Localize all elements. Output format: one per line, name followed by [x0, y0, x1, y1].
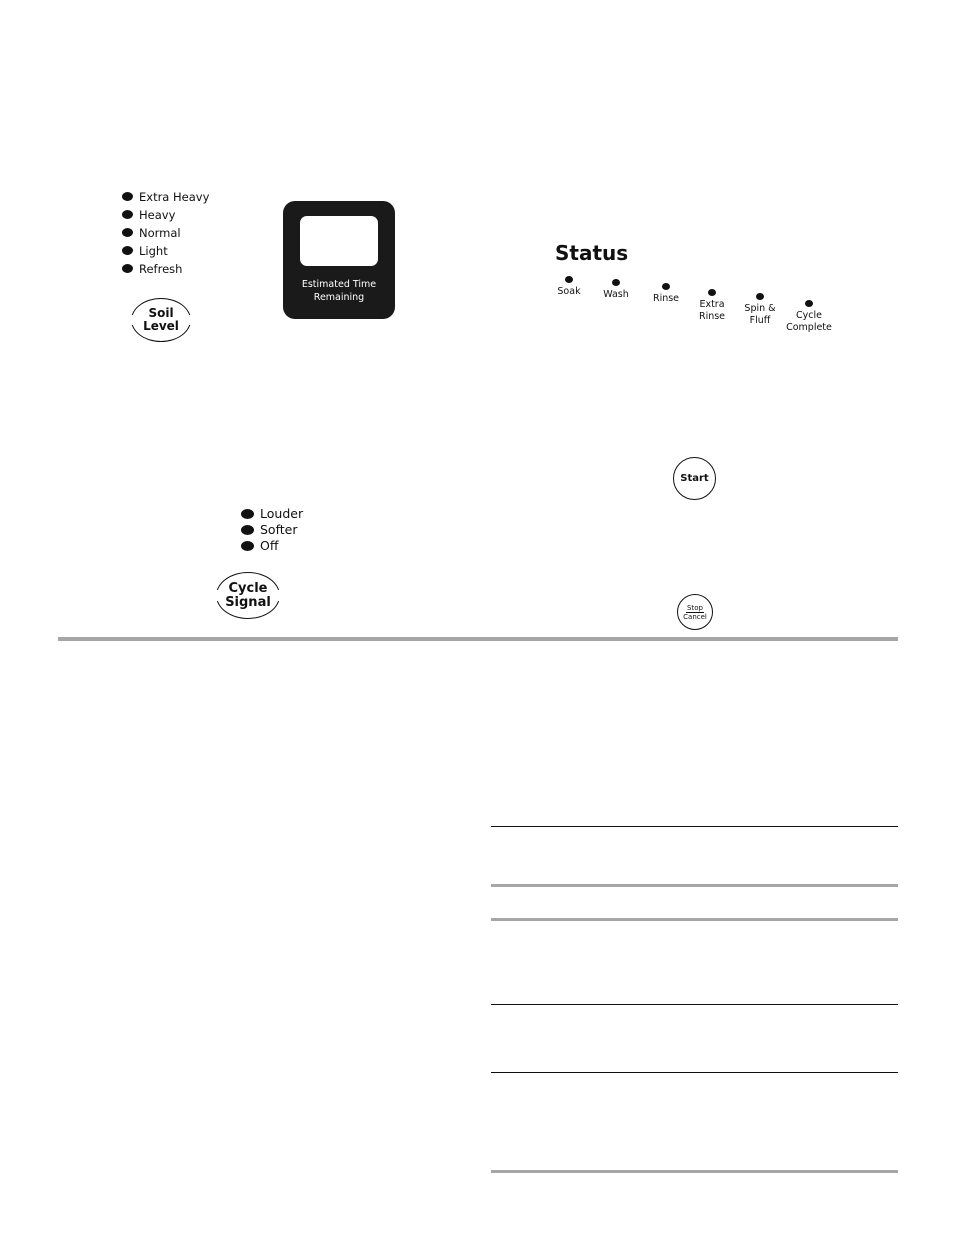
soil-level-label-line2: Level: [143, 319, 179, 333]
cancel-label: Cancel: [683, 612, 707, 621]
table-rule: [491, 918, 898, 921]
status-title: Status: [555, 241, 629, 265]
display-caption-line2: Remaining: [313, 292, 365, 303]
signal-option-off: Off: [260, 538, 279, 553]
indicator-light: [805, 300, 813, 307]
indicator-light: [708, 289, 716, 296]
display-caption: [283, 278, 395, 304]
status-label-line1: Soak: [557, 286, 581, 297]
soil-level-label-line1: Soil: [148, 306, 174, 320]
indicator-light-softer: [241, 525, 254, 535]
soil-option-light: Light: [139, 244, 168, 258]
status-cycle-complete: [779, 300, 839, 334]
estimated-time-display: [283, 201, 395, 319]
soil-option-refresh: Refresh: [139, 262, 183, 276]
indicator-light: [612, 279, 620, 286]
stop-label: Stop: [687, 603, 703, 612]
table-rule: [491, 1004, 898, 1005]
status-label-line2: Fluff: [749, 315, 771, 326]
soil-option-normal: Normal: [139, 226, 181, 240]
table-rule: [491, 1072, 898, 1073]
indicator-light-light: [122, 246, 133, 255]
indicator-light: [756, 293, 764, 300]
cycle-signal-label-line1: Cycle: [228, 580, 268, 596]
indicator-light-refresh: [122, 264, 133, 273]
indicator-light-heavy: [122, 210, 133, 219]
indicator-light-louder: [241, 509, 254, 519]
status-label-line1: Wash: [603, 289, 629, 300]
display-caption-line1: Estimated Time: [301, 279, 377, 290]
indicator-light-extra-heavy: [122, 192, 133, 201]
start-button[interactable]: [673, 457, 716, 500]
table-rule: [491, 826, 898, 827]
cycle-signal-button[interactable]: [216, 572, 280, 619]
table-rule: [491, 1170, 898, 1173]
cycle-signal-label-line2: Signal: [225, 594, 271, 610]
indicator-light: [565, 276, 573, 283]
indicator-light-off: [241, 541, 254, 551]
status-label-line2: Complete: [786, 322, 832, 333]
signal-option-softer: Softer: [260, 522, 298, 537]
soil-option-heavy: Heavy: [139, 208, 176, 222]
status-label-line1: Rinse: [652, 293, 680, 304]
soil-option-extra-heavy: Extra Heavy: [139, 190, 210, 204]
status-label-line1: Spin &: [744, 303, 776, 314]
stop-cancel-button[interactable]: [677, 594, 713, 630]
table-rule: [491, 884, 898, 887]
status-label-line1: Cycle: [796, 310, 822, 321]
display-screen: [300, 216, 378, 266]
section-divider: [58, 637, 898, 641]
indicator-light-normal: [122, 228, 133, 237]
status-label-line1: Extra: [699, 299, 725, 310]
start-label: Start: [680, 473, 709, 484]
status-label-line2: Rinse: [698, 311, 726, 322]
signal-option-louder: Louder: [260, 506, 304, 521]
soil-level-button[interactable]: [131, 298, 191, 342]
indicator-light: [662, 283, 670, 290]
